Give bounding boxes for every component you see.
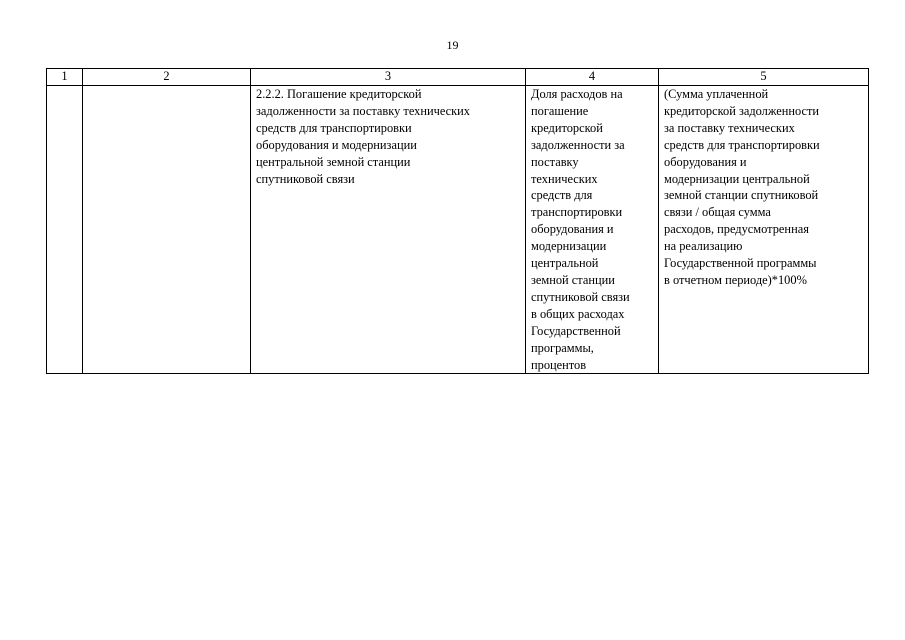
cell-text-line: в отчетном периоде)*100% xyxy=(664,272,807,287)
cell-text-line: земной станции xyxy=(531,272,615,287)
column-header-2: 2 xyxy=(83,69,251,86)
cell-text-line: модернизации центральной xyxy=(664,171,810,186)
cell-text-line: центральной xyxy=(531,256,599,271)
cell-text-line: кредиторской задолженности xyxy=(664,103,820,118)
cell-text-line: на реализацию xyxy=(664,239,743,254)
cell-text-line: процентов xyxy=(531,357,587,372)
table-row xyxy=(47,86,869,374)
cell-text-line: кредиторской xyxy=(531,120,603,135)
cell-text-line: за поставку технических xyxy=(664,120,795,135)
cell-text-line: средств для xyxy=(531,188,593,203)
column-header-1: 1 xyxy=(47,69,83,86)
cell-calculation-formula xyxy=(659,86,869,374)
cell-text-line: земной станции спутниковой xyxy=(664,188,819,203)
page-number: 19 xyxy=(446,38,459,52)
cell-text-line: спутниковой связи xyxy=(256,171,355,186)
cell-text-line: погашение xyxy=(531,103,589,118)
cell-text-line: оборудования и xyxy=(531,222,614,237)
cell-text-line: оборудования и модернизации xyxy=(256,137,417,152)
cell-text-line: задолженности за xyxy=(531,137,625,152)
cell-col1 xyxy=(47,86,83,374)
cell-text-line: связи / общая сумма xyxy=(664,205,771,220)
cell-text-line: центральной земной станции xyxy=(256,154,411,169)
cell-indicator-name xyxy=(251,86,526,374)
cell-text-line: в общих расходах xyxy=(531,306,625,321)
cell-text-line: модернизации xyxy=(531,239,607,254)
cell-text-line: оборудования и xyxy=(664,154,747,169)
cell-text-line: расходов, предусмотренная xyxy=(664,222,809,237)
cell-text-line: транспортировки xyxy=(531,205,623,220)
indicator-table xyxy=(46,68,869,374)
cell-text-line: Государственной xyxy=(531,323,621,338)
table-header-row xyxy=(47,69,869,86)
cell-text-line: программы, xyxy=(531,340,594,355)
cell-text-line: средств для транспортировки xyxy=(256,120,412,135)
cell-text-line: спутниковой связи xyxy=(531,289,630,304)
cell-text-line: поставку xyxy=(531,154,579,169)
column-header-5: 5 xyxy=(659,69,869,86)
cell-text-line: (Сумма уплаченной xyxy=(664,87,769,101)
cell-text-line: Доля расходов на xyxy=(531,87,623,101)
cell-text-line: задолженности за поставку технических xyxy=(256,103,470,118)
cell-col2 xyxy=(83,86,251,374)
cell-text-line: технических xyxy=(531,171,598,186)
column-header-4: 4 xyxy=(526,69,659,86)
column-header-3: 3 xyxy=(251,69,526,86)
cell-text-line: 2.2.2. Погашение кредиторской xyxy=(256,87,422,101)
cell-indicator-definition xyxy=(526,86,659,374)
cell-text-line: средств для транспортировки xyxy=(664,137,820,152)
cell-text-line: Государственной программы xyxy=(664,256,817,271)
